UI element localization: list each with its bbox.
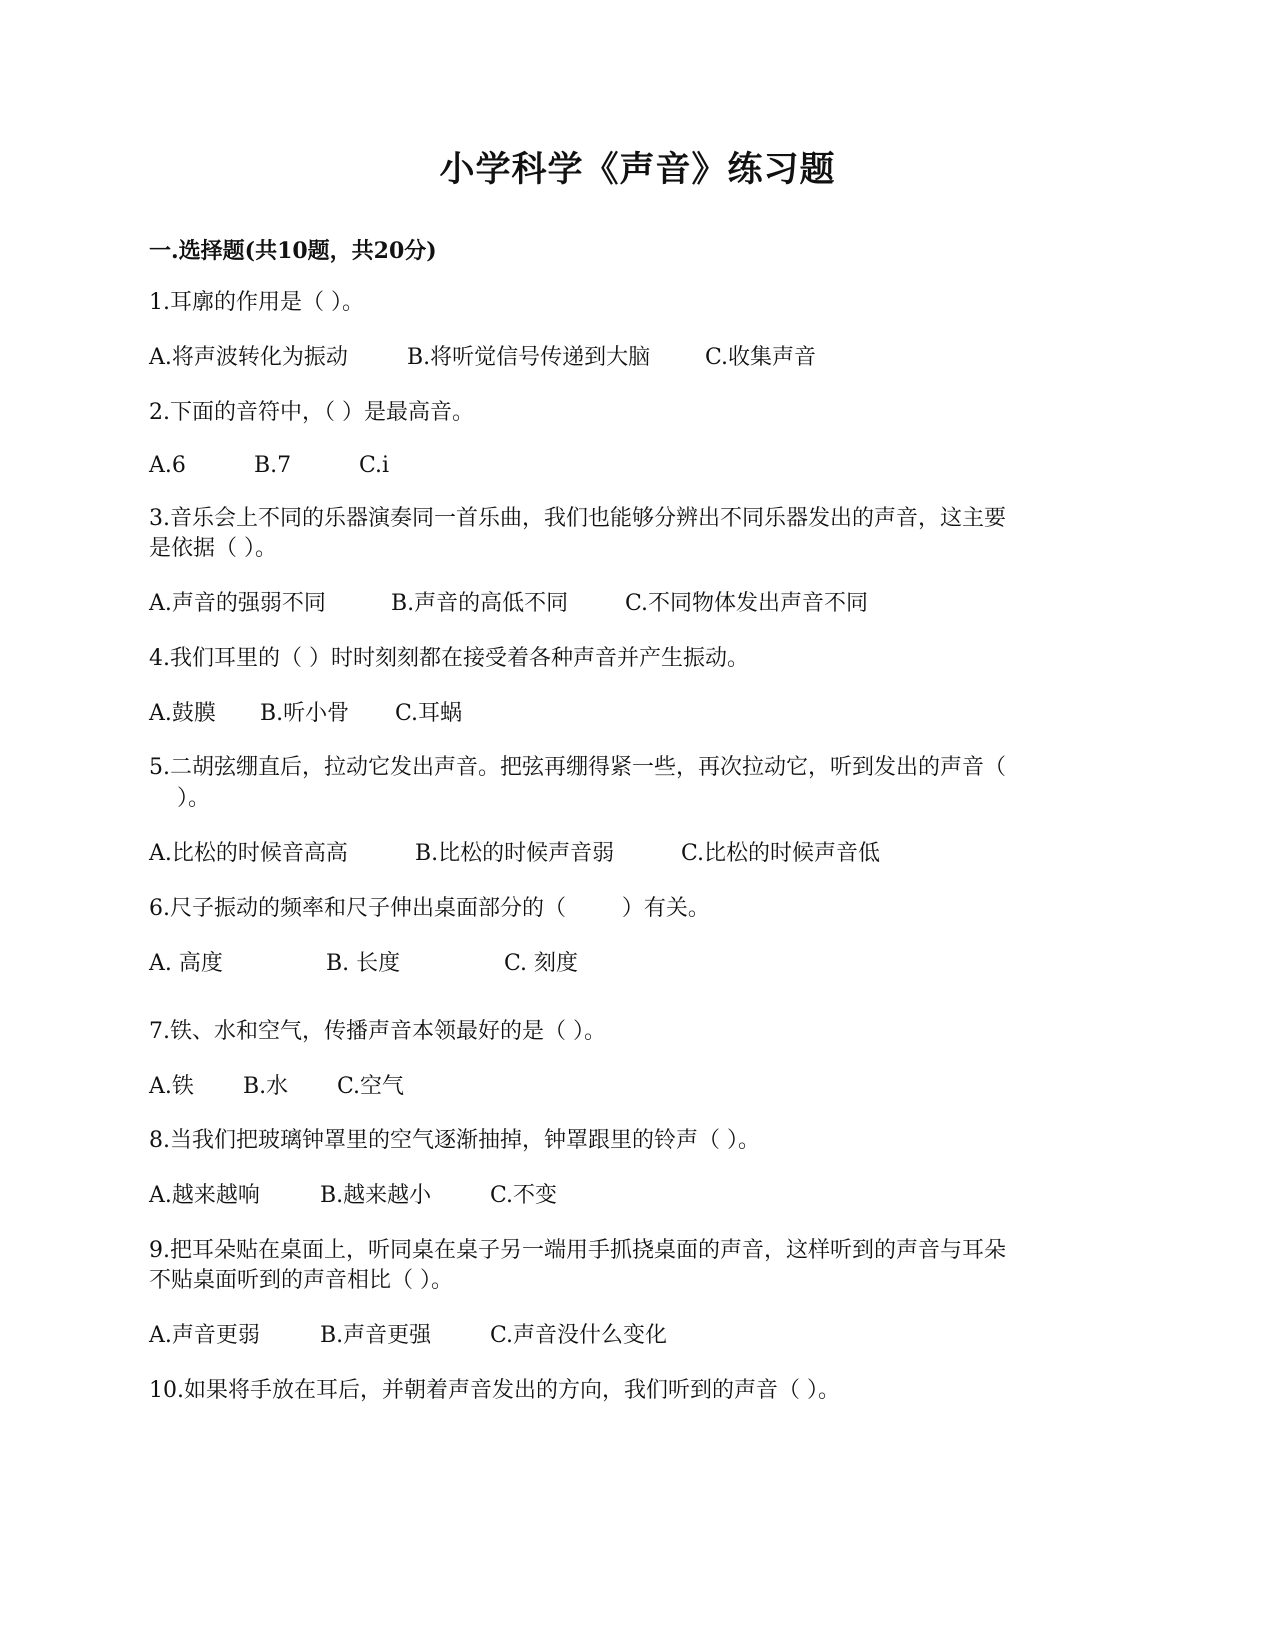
- question-3-stem-line-2: 是依据（ ）。: [149, 536, 277, 561]
- option-c: C.空气: [337, 1074, 405, 1099]
- question-9-stem-line-2: 不贴桌面听到的声音相比（ ）。: [149, 1268, 453, 1293]
- question-5-stem-line-2: ）。: [149, 786, 210, 811]
- option-a: A.铁: [149, 1074, 194, 1099]
- question-9-stem-line-1: 9.把耳朵贴在桌面上，听同桌在桌子另一端用手抓挠桌面的声音，这样听到的声音与耳朵: [149, 1238, 1006, 1263]
- option-c: C.i: [359, 453, 390, 478]
- option-b: B.越来越小: [320, 1183, 432, 1208]
- question-8-options: [149, 1180, 1149, 1211]
- option-c: C.不变: [490, 1183, 558, 1208]
- option-a: A.声音的强弱不同: [149, 591, 326, 616]
- option-b: B.将听觉信号传递到大脑: [407, 345, 651, 370]
- option-c: C.声音没什么变化: [490, 1323, 668, 1348]
- option-a: A.比松的时候音高高: [149, 841, 348, 866]
- option-b: B.声音更强: [320, 1323, 432, 1348]
- question-4-options: [149, 698, 1149, 729]
- question-6-options: [149, 948, 1149, 979]
- option-a: A.越来越响: [149, 1183, 260, 1208]
- option-c: C.比松的时候声音低: [681, 841, 881, 866]
- question-7-stem: 7.铁、水和空气，传播声音本领最好的是（ ）。: [149, 1019, 606, 1044]
- question-5-stem-line-1: 5.二胡弦绷直后，拉动它发出声音。把弦再绷得紧一些，再次拉动它，听到发出的声音（: [149, 755, 1006, 780]
- option-a: A.6: [149, 453, 186, 478]
- option-c: C.收集声音: [705, 345, 817, 370]
- option-b: B.声音的高低不同: [391, 591, 569, 616]
- option-c: C.耳蜗: [395, 701, 463, 726]
- question-1-options: [149, 342, 1149, 373]
- option-a: A. 高度: [149, 951, 223, 976]
- question-7-options: [149, 1071, 1149, 1102]
- option-a: A.声音更弱: [149, 1323, 260, 1348]
- option-b: B.比松的时候声音弱: [415, 841, 615, 866]
- option-c: C.不同物体发出声音不同: [625, 591, 869, 616]
- page-title: 小学科学《声音》练习题: [439, 149, 836, 190]
- question-3-stem-line-1: 3.音乐会上不同的乐器演奏同一首乐曲，我们也能够分辨出不同乐器发出的声音，这主要: [149, 506, 1006, 531]
- question-6-stem: 6.尺子振动的频率和尺子伸出桌面部分的（ ）有关。: [149, 896, 710, 921]
- question-5-options: [149, 838, 1149, 869]
- question-1-stem: 1.耳廓的作用是（ ）。: [149, 290, 364, 315]
- option-c: C. 刻度: [504, 951, 579, 976]
- question-4-stem: 4.我们耳里的（ ）时时刻刻都在接受着各种声音并产生振动。: [149, 646, 749, 671]
- question-10-stem: 10.如果将手放在耳后，并朝着声音发出的方向，我们听到的声音（ ）。: [149, 1378, 840, 1403]
- option-b: B.听小骨: [260, 701, 350, 726]
- option-a: A.鼓膜: [149, 701, 216, 726]
- question-8-stem: 8.当我们把玻璃钟罩里的空气逐渐抽掉，钟罩跟里的铃声（ ）。: [149, 1128, 760, 1153]
- section-heading: 一.选择题(共10题，共20分): [149, 238, 437, 264]
- question-2-stem: 2.下面的音符中，（ ）是最高音。: [149, 400, 474, 425]
- option-b: B.水: [243, 1074, 289, 1099]
- option-b: B.7: [254, 453, 292, 478]
- question-3-options: [149, 588, 1149, 619]
- question-9-options: [149, 1320, 1149, 1351]
- option-b: B. 长度: [326, 951, 401, 976]
- question-2-options: [149, 450, 1149, 481]
- option-a: A.将声波转化为振动: [149, 345, 348, 370]
